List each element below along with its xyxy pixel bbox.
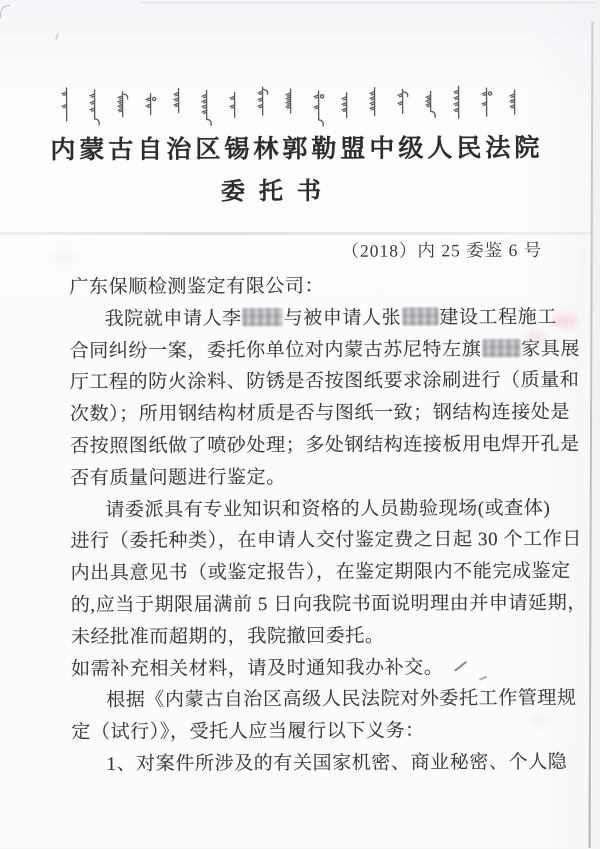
doc-line — [70, 493, 551, 527]
doc-text-segment: 否按照图纸做了喷砂处理；多处钢结构连接板用电焊开孔是 — [70, 433, 580, 457]
doc-line — [71, 747, 568, 781]
doc-text-segment: 进行（委托种类），在申请人交付鉴定费之日起 30 个工作日 — [70, 529, 582, 553]
doc-text-segment: 我院就申请人李 — [104, 308, 242, 330]
pink-smudge-artifact — [530, 716, 548, 726]
doc-text-segment: 内出具意见书（或鉴定报告），在鉴定期限内不能完成鉴定 — [70, 560, 571, 585]
doc-line — [70, 429, 580, 463]
doc-text-segment: 请委派具有专业知识和资格的人员勘验现场(或查体) — [105, 497, 551, 521]
doc-text-segment: 定（试行）》，受托人应当履行以下义务： — [71, 720, 425, 744]
doc-line — [70, 556, 571, 590]
doc-text-segment: 厅工程的防火涂料、防锈是否按图纸要求涂刷进行（质量和 — [69, 370, 580, 394]
doc-line — [70, 524, 582, 558]
doc-text-segment: 家具展 — [521, 338, 581, 360]
doc-line — [71, 683, 577, 717]
doc-text-segment: 如需补充相关材料，请及时通知我办补交。 — [71, 656, 444, 680]
doc-text-segment: 否有质量问题进行鉴定。 — [70, 466, 286, 489]
doc-line — [71, 715, 543, 749]
body-lines — [69, 302, 587, 781]
scan-margin-right — [592, 0, 600, 848]
doc-text-segment: 未经批准而超期的，我院撤回委托。 — [70, 625, 385, 648]
redacted-name — [482, 339, 520, 357]
doc-line — [69, 397, 571, 431]
doc-line — [69, 302, 557, 336]
doc-text-segment: 1、对案件所涉及的有关国家机密、商业秘密、个人隐 — [106, 751, 568, 775]
doc-text-segment: 次数）；所用钢结构材质是否与图纸一致；钢结构连接处是 — [69, 402, 571, 426]
doc-line — [69, 334, 581, 368]
redacted-name — [243, 308, 283, 326]
pink-smudge-artifact — [54, 252, 74, 262]
doc-line — [71, 620, 543, 654]
pink-smudge-artifact — [552, 314, 578, 328]
document-body — [69, 270, 587, 781]
court-name-title: 内蒙古自治区锡林郭勒盟中级人民法院 — [50, 134, 544, 165]
scan-band-artifact — [0, 232, 600, 235]
doc-text-segment: 与被申请人张 — [283, 307, 402, 329]
document-type-title: 委托书 — [220, 178, 336, 206]
doc-line — [70, 588, 587, 622]
doc-text-segment: 合同纠纷一案，委托你单位对内蒙古苏尼特左旗 — [69, 338, 482, 362]
doc-text-segment: 建设工程施工 — [439, 306, 557, 329]
page-top-edge-line — [140, 2, 596, 3]
doc-line — [71, 652, 543, 686]
doc-line — [70, 461, 542, 495]
addressee-line: 广东保顺检测鉴定有限公司： — [69, 275, 325, 299]
redacted-name — [402, 307, 438, 325]
doc-line — [69, 365, 580, 399]
mongolian-script-header — [57, 82, 541, 130]
doc-text-segment: 的,应当于期限届满前 5 日向我院书面说明理由并申请延期， — [70, 592, 587, 616]
doc-text-segment: 根据《内蒙古自治区高级人民法院对外委托工作管理规 — [106, 688, 577, 712]
pink-smudge-artifact — [524, 330, 546, 342]
corner-mark-artifact — [0, 5, 10, 18]
case-number: （2018）内 25 委鉴 6 号 — [341, 239, 543, 261]
